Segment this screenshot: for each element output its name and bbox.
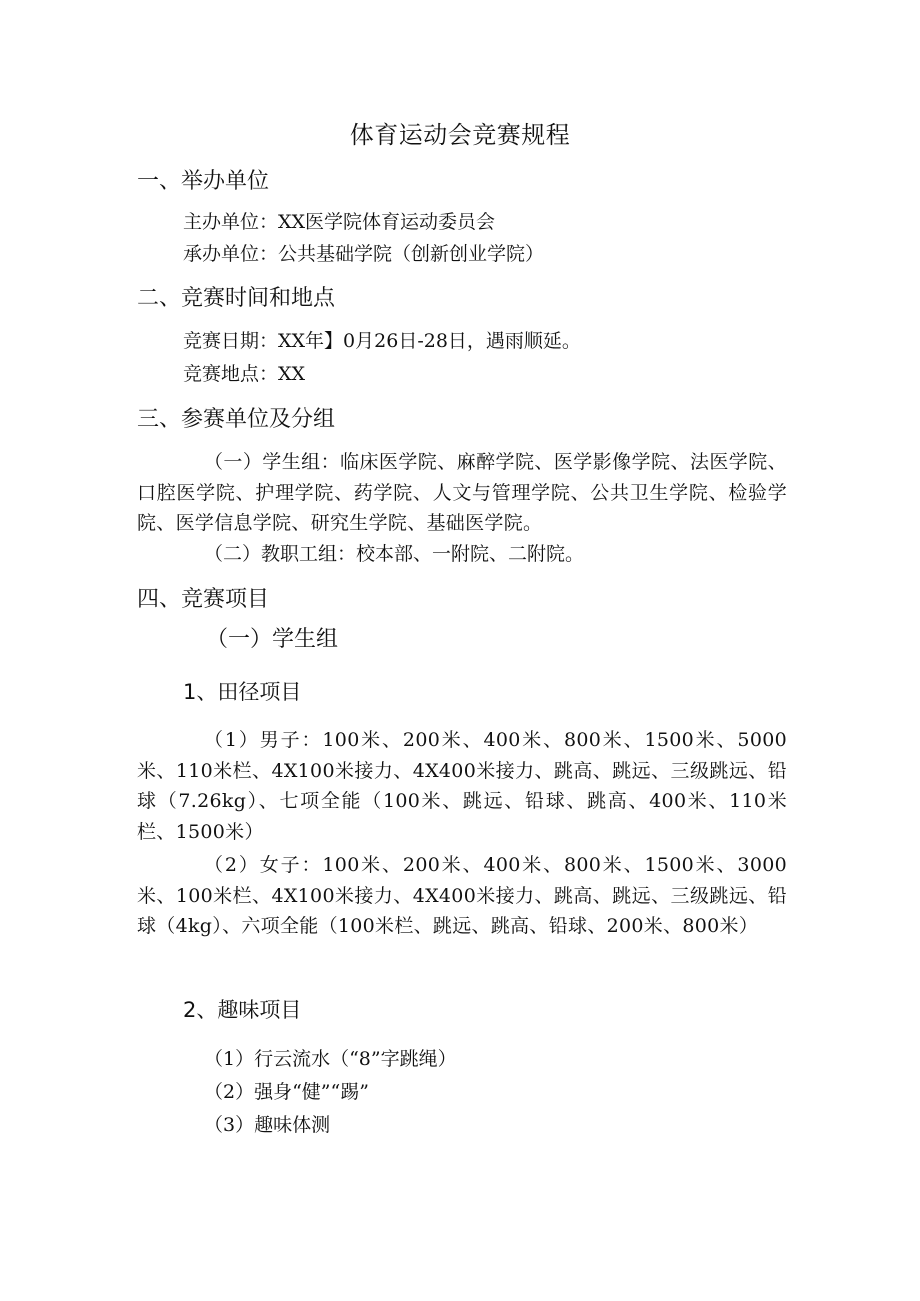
section-heading-host: 一、举办单位 (137, 169, 270, 194)
fun-events-heading: 2、趣味项目 (183, 998, 302, 1022)
competition-venue: 竞赛地点：XX (183, 363, 306, 385)
section-heading-participants: 三、参赛单位及分组 (137, 407, 336, 432)
women-events-paragraph: （2）女子：100米、200米、400米、800米、1500米、3000米、100米栏、4X100米接力、4X400米接力、跳高、跳远、三级跳远、铅球（4kg）、六项全能（100米栏、跳远、跳高、铅球、200米、800米） (137, 854, 787, 938)
section-heading-events: 四、竞赛项目 (137, 587, 270, 612)
student-group-subheading: （一）学生组 (206, 627, 339, 652)
fun-event-item: （2）强身“健”“踢” (204, 1081, 369, 1103)
host-unit: 主办单位：XX医学院体育运动委员会 (183, 211, 496, 233)
document-title: 体育运动会竞赛规程 (349, 121, 571, 149)
fun-event-item: （3）趣味体测 (204, 1114, 331, 1136)
section-heading-time-place: 二、竞赛时间和地点 (137, 286, 336, 311)
staff-group-line: （二）教职工组：校本部、一附院、二附院。 (204, 543, 585, 565)
competition-date: 竞赛日期：XX年】0月26日-28日，遇雨顺延。 (183, 330, 581, 352)
track-field-heading: 1、田径项目 (183, 680, 302, 704)
men-events-paragraph: （1）男子：100米、200米、400米、800米、1500米、5000米、110米栏、4X100米接力、4X400米接力、跳高、跳远、三级跳远、铅球（7.26kg）、七项全能（100米、跳远、铅球、跳高、400米、110米栏、1500米） (137, 729, 787, 843)
organizer-unit: 承办单位：公共基础学院（创新创业学院） (183, 243, 545, 265)
student-group-paragraph: （一）学生组：临床医学院、麻醉学院、医学影像学院、法医学院、口腔医学院、护理学院、药学院、人文与管理学院、公共卫生学院、检验学院、医学信息学院、研究生学院、基础医学院。 (137, 451, 787, 535)
fun-event-item: （1）行云流水（“8”字跳绳） (204, 1048, 457, 1070)
